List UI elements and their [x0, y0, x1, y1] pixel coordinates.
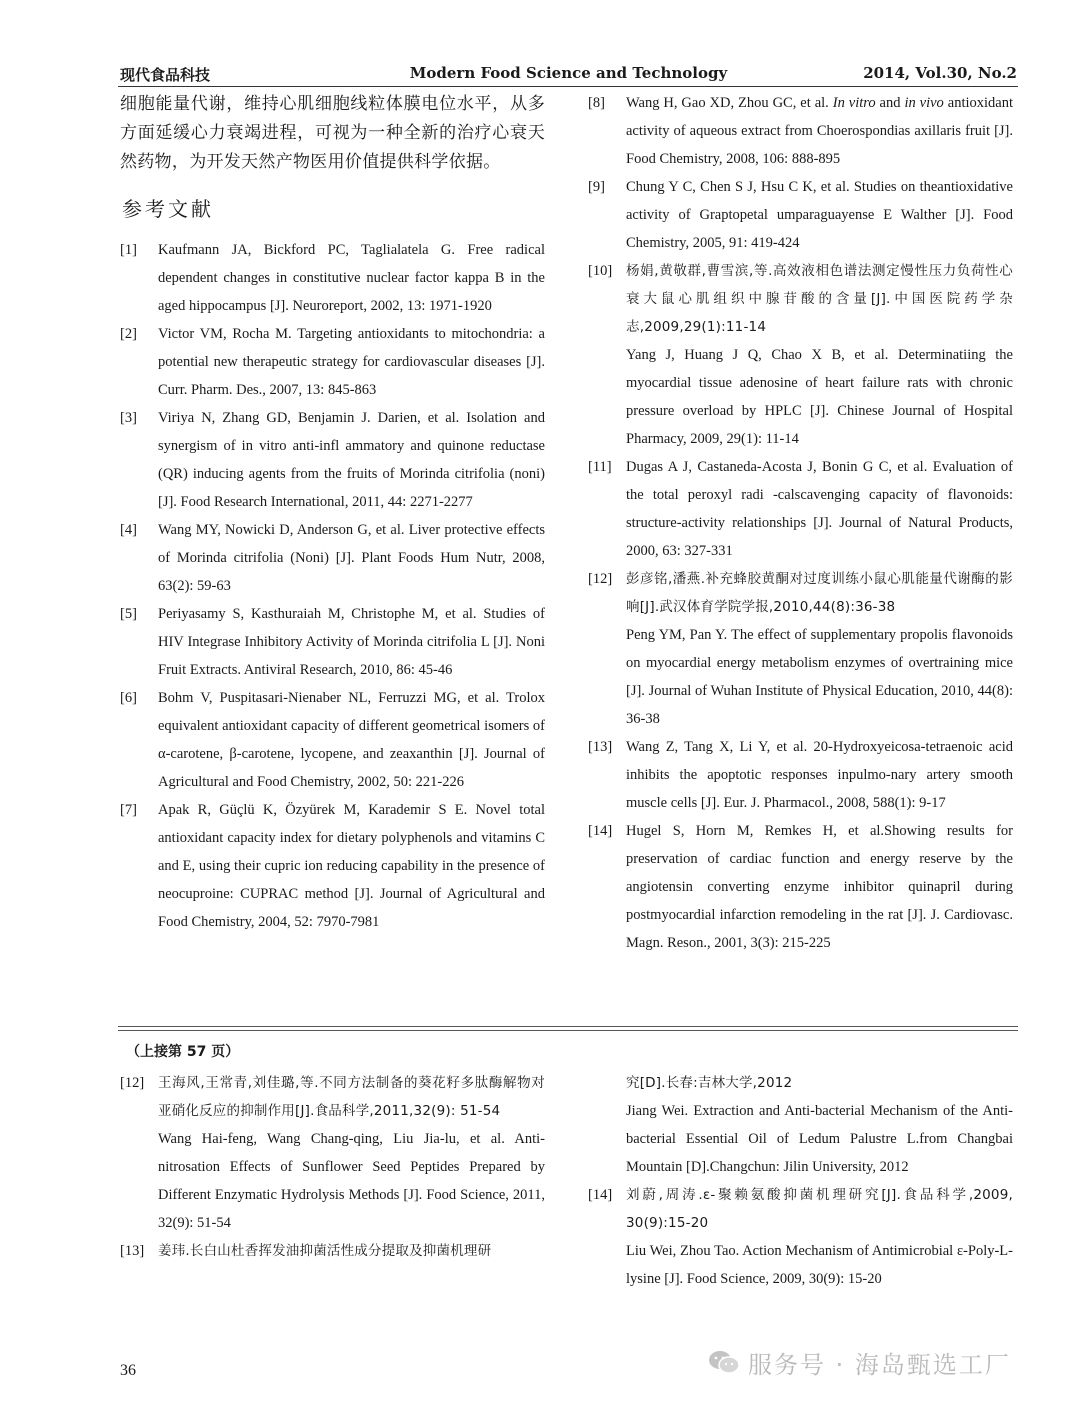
- reference-number: [1]: [120, 242, 137, 258]
- reference-number: [13]: [588, 739, 613, 755]
- reference-number: [5]: [120, 606, 137, 622]
- wechat-icon: [708, 1349, 740, 1375]
- reference-text: Viriya N, Zhang GD, Benjamin J. Darien, et al. Isolation and synergism of in vitro anti-infl ammatory and quinone reductase (QR) inducing agents from the fruits of Morinda citrifolia (noni) [J]. Food Research International, 2011, 44: 2271-2277: [158, 410, 545, 510]
- references-heading: 参考文献: [122, 197, 214, 221]
- reference-text-cn: 姜玮.长白山杜香挥发油抑菌活性成分提取及抑菌机理研: [158, 1243, 492, 1259]
- reference-text: Periyasamy S, Kasthuraiah M, Christophe M, et al. Studies of HIV Integrase Inhibitory Activity of Morinda citrifolia L [J]. Noni Fruit Extracts. Antiviral Research, 2010, 86: 45-46: [158, 606, 545, 678]
- reference-text: Hugel S, Horn M, Remkes H, et al.Showing results for preservation of cardiac function and energy reserve by the angiotensin converting enzyme inhibitor quinapril during postmyocardial infarction remodeling in the rat [J]. J. Cardiovasc. Magn. Reson., 2001, 3(3): 215-225: [626, 823, 1013, 951]
- reference-item: [588, 565, 1013, 733]
- reference-item: [120, 236, 545, 320]
- reference-number: [8]: [588, 95, 605, 111]
- reference-text-cn: 王海风,王常青,刘佳璐,等.不同方法制备的葵花籽多肽酶解物对亚硝化反应的抑制作用[J].食品科学,2011,32(9): 51-54: [158, 1075, 545, 1119]
- continued-from-label: （上接第 57 页）: [126, 1044, 240, 1060]
- reference-item: [120, 516, 545, 600]
- issue-info: 2014, Vol.30, No.2: [863, 64, 1017, 82]
- reference-text-en: Wang Hai-feng, Wang Chang-qing, Liu Jia-lu, et al. Anti-nitrosation Effects of Sunflower Seed Peptides Prepared by Different Enzymatic Hydrolysis Methods [J]. Food Science, 2011, 32(9): 51-54: [158, 1131, 545, 1231]
- continued-right-column: [588, 1069, 1013, 1293]
- reference-item: [120, 320, 545, 404]
- continued-left-column: [120, 1041, 545, 1265]
- reference-number: [11]: [588, 459, 612, 475]
- reference-item: [588, 453, 1013, 565]
- reference-text-en: Jiang Wei. Extraction and Anti-bacterial Mechanism of the Anti-bacterial Essential Oil of Ledum Palustre L.from Changbai Mountain [D].Changchun: Jilin University, 2012: [626, 1103, 1013, 1175]
- reference-number: [4]: [120, 522, 137, 538]
- left-column: [120, 90, 545, 936]
- page-number: 36: [120, 1362, 136, 1379]
- reference-number: [14]: [588, 1187, 613, 1203]
- right-column: [588, 89, 1013, 957]
- reference-text-cn: 刘蔚,周涛.ε-聚赖氨酸抑菌机理研究[J].食品科学,2009, 30(9):15-20: [626, 1187, 1013, 1231]
- reference-number: [9]: [588, 179, 605, 195]
- reference-number: [13]: [120, 1243, 145, 1259]
- reference-item: [120, 600, 545, 684]
- reference-text: Apak R, Güçlü K, Özyürek M, Karademir S E. Novel total antioxidant capacity index for dietary polyphenols and vitamins C and E, using their cupric ion reducing capability in the presence of neocuproine: CUPRAC method [J]. Journal of Agricultural and Food Chemistry, 2004, 52: 7970-7981: [158, 802, 545, 930]
- reference-text-en: Liu Wei, Zhou Tao. Action Mechanism of Antimicrobial ε-Poly-L-lysine [J]. Food Science, 2009, 30(9): 15-20: [626, 1243, 1013, 1287]
- reference-continuation: [588, 1069, 1013, 1181]
- section-divider: [118, 1026, 1018, 1027]
- reference-text: Kaufmann JA, Bickford PC, Taglialatela G. Free radical dependent changes in constitutive nuclear factor kappa B in the aged hippocampus [J]. Neuroreport, 2002, 13: 1971-1920: [158, 242, 545, 314]
- intro-paragraph: 细胞能量代谢，维持心肌细胞线粒体膜电位水平，从多方面延缓心力衰竭进程，可视为一种全新的治疗心衰天然药物，为开发天然产物医用价值提供科学依据。: [120, 94, 545, 172]
- reference-text: Bohm V, Puspitasari-Nienaber NL, Ferruzzi MG, et al. Trolox equivalent antioxidant capacity of different geometrical isomers of α-carotene, β-carotene, lycopene, and zeaxanthin [J]. Journal of Agricultural and Food Chemistry, 2002, 50: 221-226: [158, 690, 545, 790]
- reference-number: [7]: [120, 802, 137, 818]
- section-divider: [118, 1030, 1018, 1031]
- reference-text-cn: 究[D].长春:吉林大学,2012: [626, 1075, 793, 1091]
- italic-term: In vitro: [832, 95, 876, 111]
- reference-item: [120, 404, 545, 516]
- reference-item: [588, 173, 1013, 257]
- reference-list-left: [120, 236, 545, 936]
- reference-item: [120, 796, 545, 936]
- reference-text: Wang MY, Nowicki D, Anderson G, et al. Liver protective effects of Morinda citrifolia (Noni) [J]. Plant Foods Hum Nutr, 2008, 63(2): 59-63: [158, 522, 545, 594]
- reference-item: [588, 257, 1013, 453]
- reference-text: Wang Z, Tang X, Li Y, et al. 20-Hydroxyeicosa-tetraenoic acid inhibits the apoptotic responses inpulmo-nary artery smooth muscle cells [J]. Eur. J. Pharmacol., 2008, 588(1): 9-17: [626, 739, 1013, 811]
- reference-number: [12]: [588, 571, 613, 587]
- journal-name-en: Modern Food Science and Technology: [409, 64, 728, 82]
- header-rule: [118, 86, 1018, 87]
- reference-text: Victor VM, Rocha M. Targeting antioxidants to mitochondria: a potential new therapeutic strategy for cardiovascular diseases [J]. Curr. Pharm. Des., 2007, 13: 845-863: [158, 326, 545, 398]
- italic-term: in vivo: [904, 95, 944, 111]
- reference-item: [588, 89, 1013, 173]
- watermark: [708, 1342, 1011, 1382]
- journal-name-cn: 现代食品科技: [120, 66, 211, 84]
- reference-text-en: Peng YM, Pan Y. The effect of supplementary propolis flavonoids on myocardial energy metabolism enzymes of overtraining mice [J]. Journal of Wuhan Institute of Physical Education, 2010, 44(8): 36-38: [626, 627, 1013, 727]
- running-header: [120, 64, 1017, 86]
- reference-text: Chung Y C, Chen S J, Hsu C K, et al. Studies on theantioxidative activity of Graptopetal umparaguayense E Walther [J]. Food Chemistry, 2005, 91: 419-424: [626, 179, 1013, 251]
- reference-text: Dugas A J, Castaneda-Acosta J, Bonin G C, et al. Evaluation of the total peroxyl radi -calscavenging capacity of flavonoids: structure-activity relationships [J]. Journal of Natural Products, 2000, 63: 327-331: [626, 459, 1013, 559]
- reference-text: Wang H, Gao XD, Zhou GC, et al. In vitro and in vivo antioxidant activity of aqueous extract from Choerospondias axillaris fruit [J]. Food Chemistry, 2008, 106: 888-895: [626, 95, 1013, 167]
- reference-item: [588, 1181, 1013, 1293]
- reference-item: [588, 817, 1013, 957]
- reference-number: [3]: [120, 410, 137, 426]
- watermark-text: 服务号 · 海岛甄选工厂: [748, 1350, 1011, 1379]
- reference-item: [588, 733, 1013, 817]
- reference-item: [120, 1069, 545, 1237]
- reference-number: [6]: [120, 690, 137, 706]
- reference-number: [10]: [588, 263, 613, 279]
- reference-text-cn: 彭彦铭,潘燕.补充蜂胶黄酮对过度训练小鼠心肌能量代谢酶的影响[J].武汉体育学院学报,2010,44(8):36-38: [626, 571, 1013, 615]
- reference-text-en: Yang J, Huang J Q, Chao X B, et al. Determinatiing the myocardial tissue adenosine of heart failure rats with chronic pressure overload by HPLC [J]. Chinese Journal of Hospital Pharmacy, 2009, 29(1): 11-14: [626, 347, 1013, 447]
- reference-text-cn: 杨娟,黄敬群,曹雪滨,等.高效液相色谱法测定慢性压力负荷性心衰大鼠心肌组织中腺苷酸的含量[J].中国医院药学杂志,2009,29(1):11-14: [626, 263, 1013, 335]
- reference-item: [120, 684, 545, 796]
- reference-number: [2]: [120, 326, 137, 342]
- reference-number: [14]: [588, 823, 613, 839]
- reference-item: [120, 1237, 545, 1265]
- reference-number: [12]: [120, 1075, 145, 1091]
